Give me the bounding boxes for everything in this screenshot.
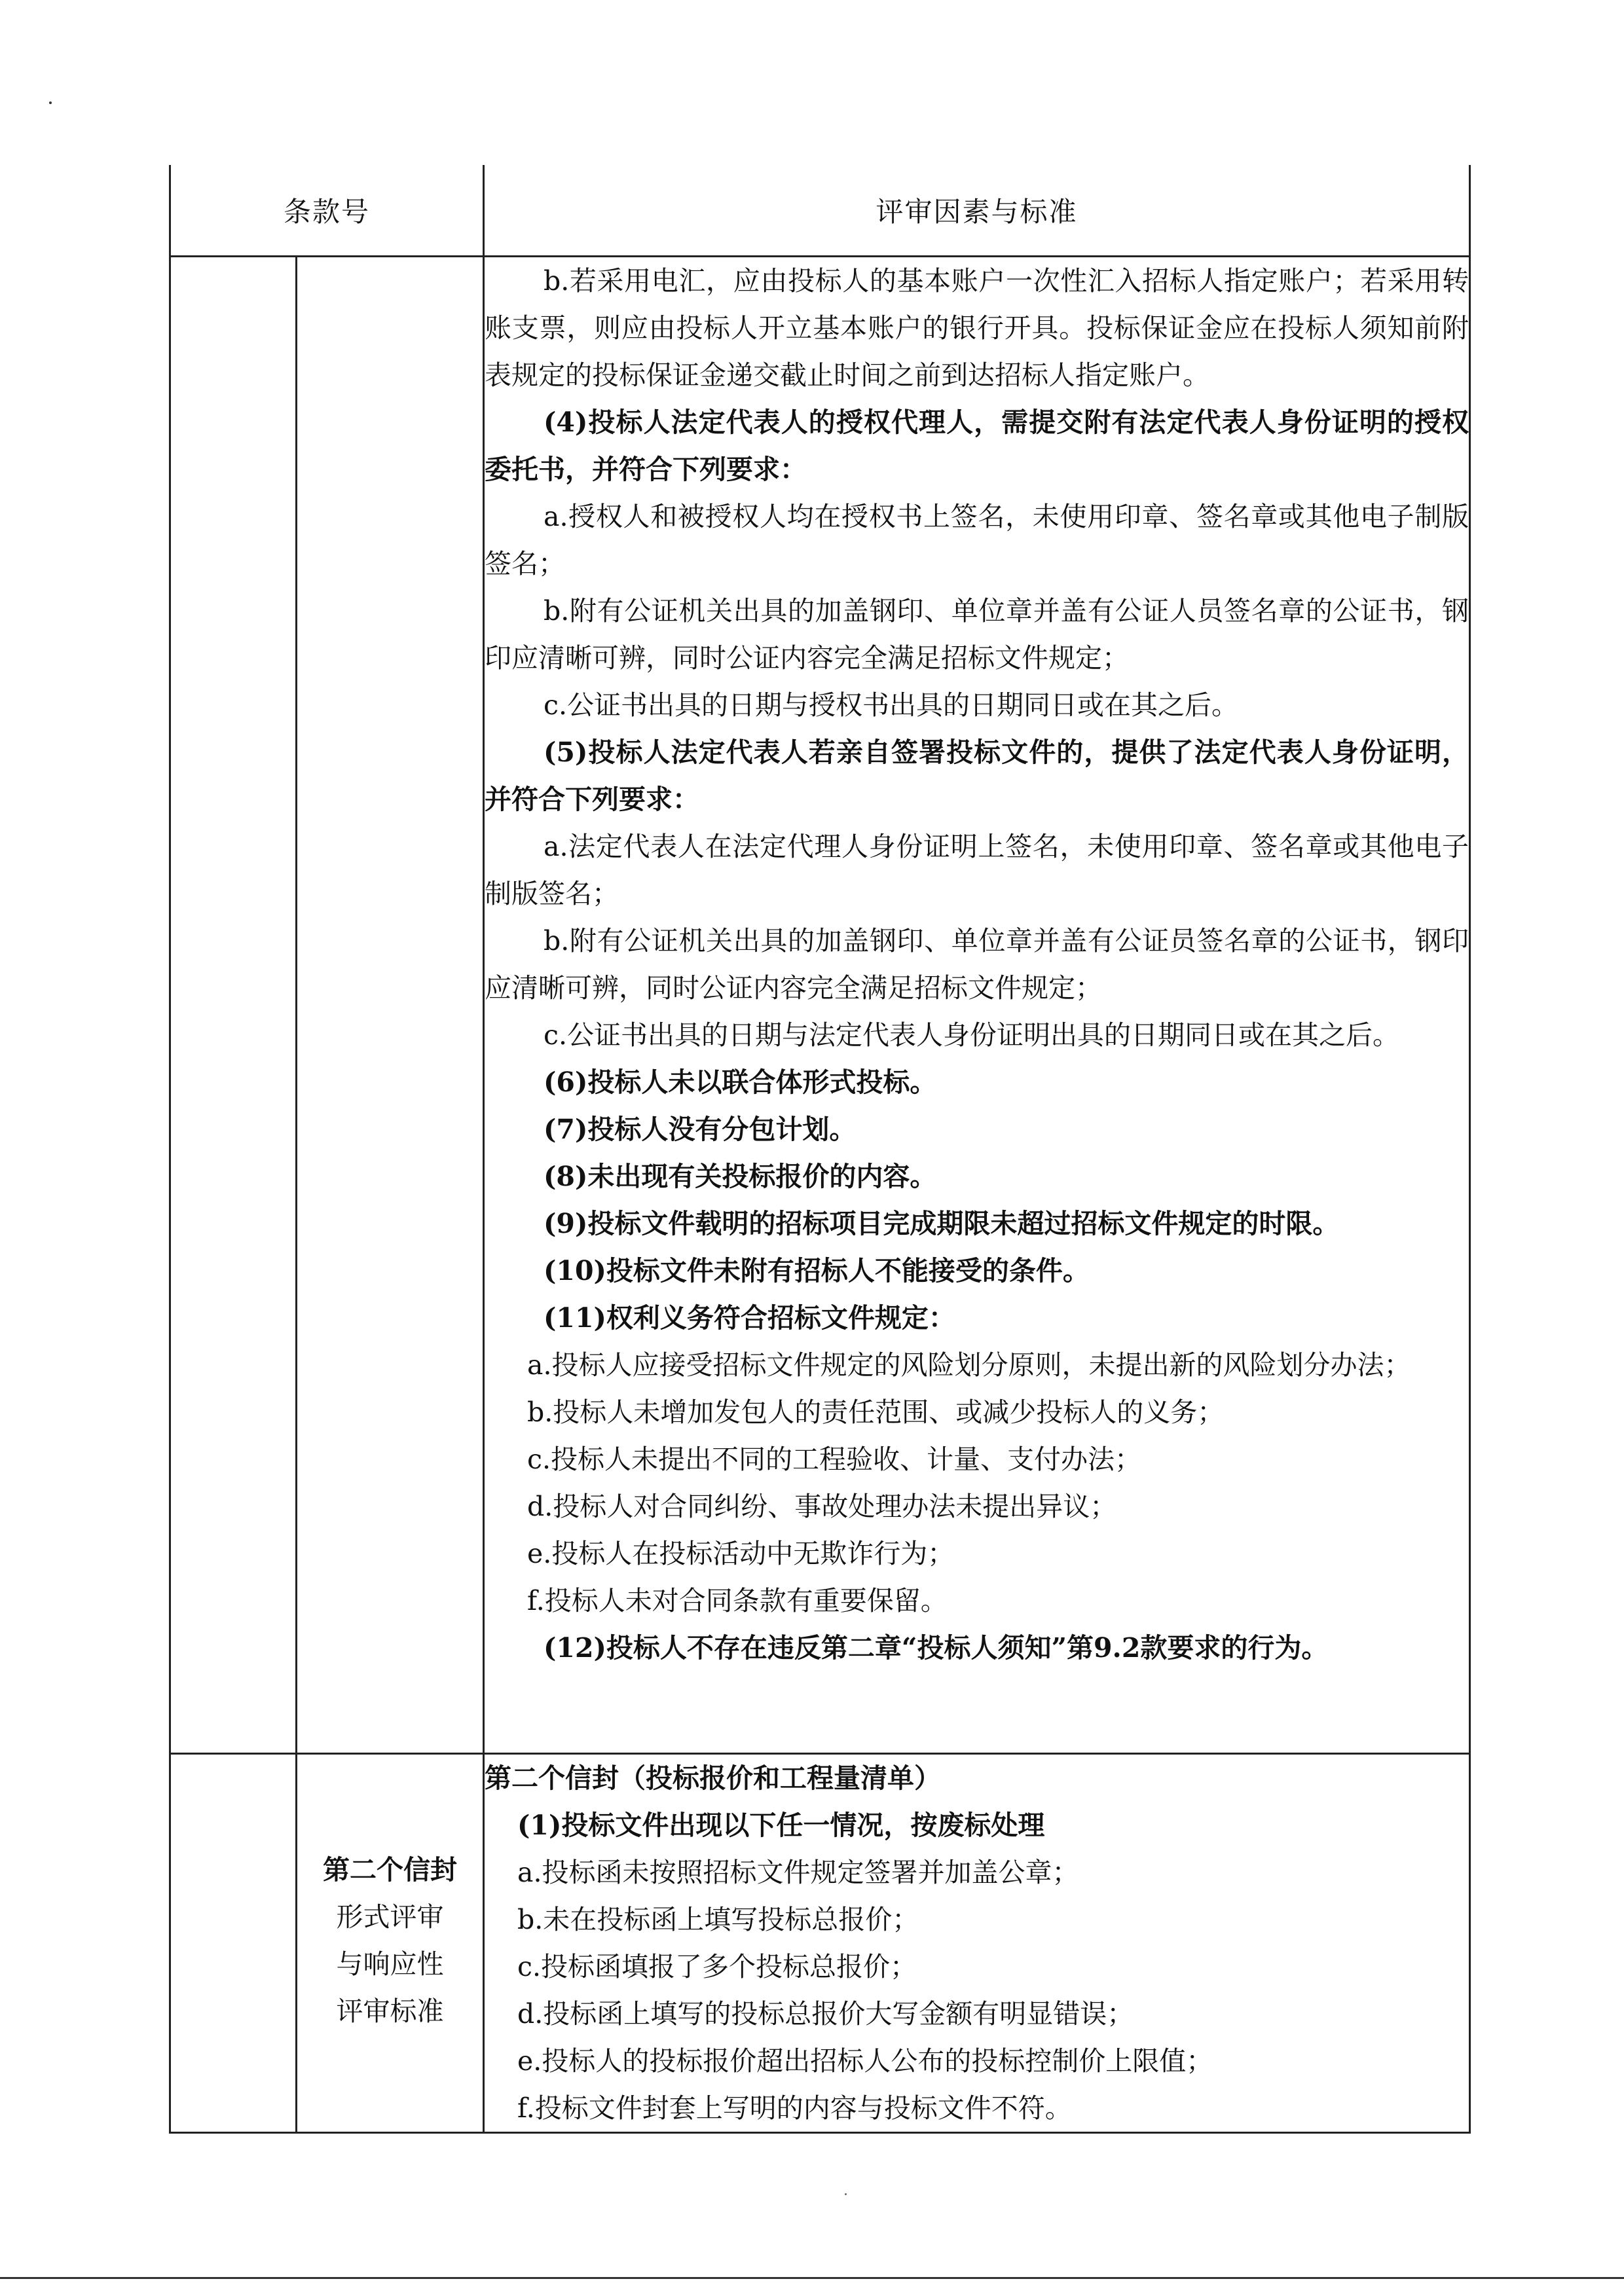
evaluation-criteria-table: [169, 165, 1471, 2134]
criterion-text: b.附有公证机关出具的加盖钢印、单位章并盖有公证员签名章的公证书，钢印应清晰可辨，同时公证内容完全满足招标文件规定；: [485, 925, 1469, 1004]
section2-label-line: 评审标准: [336, 1995, 444, 2027]
criterion-heading: 第二个信封（投标报价和工程量清单）: [485, 1762, 942, 1794]
criterion-heading: (11)权利义务符合招标文件规定：: [544, 1302, 955, 1334]
criterion-text: f.投标文件封套上写明的内容与投标文件不符。: [517, 2092, 1072, 2124]
criterion-text: e.投标人的投标报价超出招标人公布的投标控制价上限值；: [517, 2045, 1213, 2077]
scan-speck: [845, 2193, 847, 2195]
criterion-text: c.公证书出具的日期与授权书出具的日期同日或在其之后。: [544, 689, 1239, 721]
section2-label-line: 与响应性: [336, 1948, 444, 1980]
section2-criteria-cell: [484, 1754, 1470, 2133]
section1-criteria-cell: [484, 257, 1470, 1754]
criterion-heading: (7)投标人没有分包计划。: [544, 1114, 857, 1145]
criterion-heading: (9)投标文件载明的招标项目完成期限未超过招标文件规定的时限。: [544, 1208, 1340, 1239]
criterion-heading: (4)投标人法定代表人的授权代理人，需提交附有法定代表人身份证明的授权委托书，并符合下列要求：: [485, 407, 1469, 485]
criterion-heading: (10)投标文件未附有招标人不能接受的条件。: [544, 1255, 1090, 1286]
criterion-heading: (8)未出现有关投标报价的内容。: [544, 1161, 937, 1192]
criterion-text: e.投标人在投标活动中无欺诈行为；: [527, 1538, 955, 1569]
header-clause-number: 条款号: [170, 165, 484, 257]
criterion-text: a.投标函未按照招标文件规定签署并加盖公章；: [517, 1857, 1079, 1888]
criterion-text: c.投标人未提出不同的工程验收、计量、支付办法；: [527, 1444, 1142, 1475]
section1-col-a: [170, 257, 297, 1754]
section1-row: [170, 257, 1470, 1754]
criterion-text: d.投标函上填写的投标总报价大写金额有明显错误；: [517, 1998, 1134, 2030]
section2-col-a: [170, 1754, 297, 2133]
criterion-heading: (6)投标人未以联合体形式投标。: [544, 1066, 937, 1098]
criterion-heading: (12)投标人不存在违反第二章“投标人须知”第9.2款要求的行为。: [544, 1632, 1329, 1664]
section1-col-b: [297, 257, 484, 1754]
criterion-text: a.法定代表人在法定代理人身份证明上签名，未使用印章、签名章或其他电子制版签名；: [485, 831, 1469, 909]
section2-label-line: 形式评审: [336, 1901, 444, 1933]
criterion-text: d.投标人对合同纠纷、事故处理办法未提出异议；: [527, 1491, 1117, 1522]
criterion-text: b.若采用电汇，应由投标人的基本账户一次性汇入招标人指定账户；若采用转账支票，则应由投标人开立基本账户的银行开具。投标保证金应在投标人须知前附表规定的投标保证金递交截止时间之前到达招标人指定账户。: [485, 265, 1469, 391]
criterion-text: b.投标人未增加发包人的责任范围、或减少投标人的义务；: [527, 1396, 1225, 1428]
criterion-text: c.投标函填报了多个投标总报价；: [517, 1951, 917, 1982]
criterion-text: a.投标人应接受招标文件规定的风险划分原则，未提出新的风险划分办法；: [527, 1349, 1411, 1381]
page-bottom-rule: [0, 2277, 1624, 2279]
header-criteria: 评审因素与标准: [484, 165, 1470, 257]
section2-label-cell: [297, 1754, 484, 2133]
criterion-text: a.授权人和被授权人均在授权书上签名，未使用印章、签名章或其他电子制版签名；: [485, 501, 1469, 579]
criterion-text: b.未在投标函上填写投标总报价；: [517, 1904, 919, 1935]
scan-speck: [49, 101, 52, 104]
criterion-text: b.附有公证机关出具的加盖钢印、单位章并盖有公证人员签名章的公证书，钢印应清晰可辨，同时公证内容完全满足招标文件规定；: [485, 595, 1469, 674]
criterion-text: c.公证书出具的日期与法定代表人身份证明出具的日期同日或在其之后。: [544, 1019, 1400, 1051]
criterion-heading: (1)投标文件出现以下任一情况，按废标处理: [517, 1810, 1045, 1841]
section2-row: [170, 1754, 1470, 2133]
criterion-text: f.投标人未对合同条款有重要保留。: [527, 1585, 948, 1616]
criterion-heading: (5)投标人法定代表人若亲自签署投标文件的，提供了法定代表人身份证明，并符合下列要求：: [485, 737, 1469, 815]
section2-label-title: 第二个信封: [323, 1854, 457, 1886]
header-row: [170, 165, 1470, 257]
